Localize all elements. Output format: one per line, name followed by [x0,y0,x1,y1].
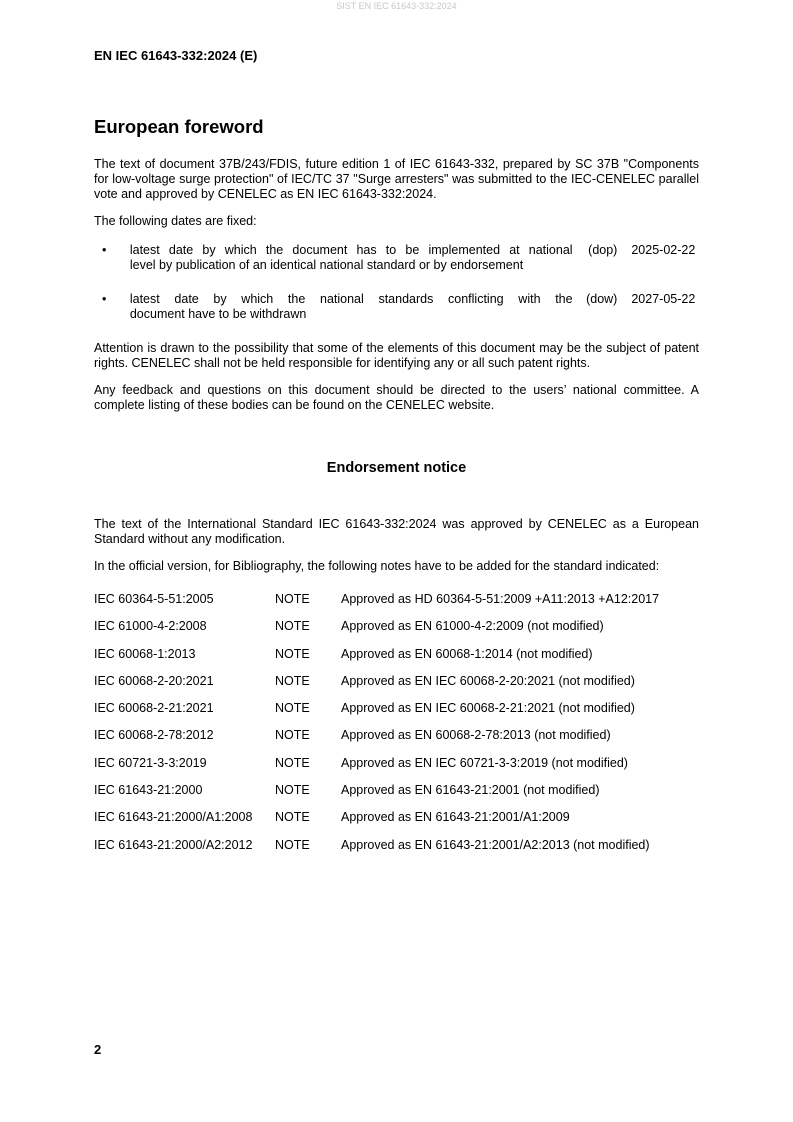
note-reference: IEC 61643-21:2000/A2:2012 [94,837,253,852]
note-row [94,756,699,783]
note-keyword: NOTE [275,755,310,770]
bullet-icon: • [102,243,107,257]
note-keyword: NOTE [275,783,310,798]
note-approval: Approved as EN 60068-1:2014 (not modified) [341,646,593,661]
date-code: (dow) [586,292,618,306]
note-approval: Approved as EN IEC 60721-3-3:2019 (not modified) [341,755,628,770]
date-value: 2027-05-22 [631,292,696,306]
note-row [94,783,699,810]
endorsement-title: Endorsement notice [326,460,467,476]
date-description [130,243,573,273]
page-body [94,115,699,865]
note-row [94,810,699,837]
date-description-line1: latest date by which the national standards conflicting with the [129,292,573,306]
note-reference: IEC 60068-2-78:2012 [94,728,214,743]
date-item-dow [94,292,699,322]
note-keyword: NOTE [275,701,310,716]
note-approval: Approved as EN 60068-2-78:2013 (not modified) [341,728,611,743]
note-reference: IEC 61000-4-2:2008 [94,619,207,634]
note-reference: IEC 60068-2-21:2021 [94,701,214,716]
note-row [94,674,699,701]
note-row [94,838,699,865]
foreword-intro: The text of document 37B/243/FDIS, future edition 1 of IEC 61643-332, prepared by SC 37B "Components for low-voltage surge protection" of IEC/TC 37 "Surge arresters" was submitted to the IEC-CENELEC parallel vote and approved by CENELEC as EN IEC 61643-332:2024. [94,157,699,201]
page-number: 2 [94,1042,102,1057]
date-description [130,292,573,322]
bullet-icon: • [102,292,107,306]
date-code: (dop) [588,243,618,257]
note-approval: Approved as EN IEC 60068-2-20:2021 (not modified) [341,673,635,688]
date-description-line2: level by publication of an identical national standard or by endorsement [129,258,524,272]
note-keyword: NOTE [275,728,310,743]
note-reference: IEC 60068-1:2013 [94,646,196,661]
note-keyword: NOTE [275,810,310,825]
note-reference: IEC 60068-2-20:2021 [94,673,214,688]
note-approval: Approved as EN 61643-21:2001 (not modified) [341,783,600,798]
note-approval: Approved as EN 61643-21:2001/A2:2013 (not modified) [341,837,650,852]
note-reference: IEC 61643-21:2000/A1:2008 [94,810,253,825]
note-approval: Approved as HD 60364-5-51:2009 +A11:2013 +A12:2017 [341,592,660,606]
document-header: EN IEC 61643-332:2024 (E) [94,48,258,63]
note-keyword: NOTE [275,592,310,606]
note-row [94,619,699,646]
dates-intro: The following dates are fixed: [94,214,257,228]
date-item-dop [94,243,699,273]
date-description-line1: latest date by which the document has to be implemented at national [129,243,573,257]
note-approval: Approved as EN 61643-21:2001/A1:2009 [341,810,570,825]
feedback-paragraph: Any feedback and questions on this document should be directed to the users’ national committee. A complete listing of these bodies can be found on the CENELEC website. [94,383,699,412]
note-row [94,728,699,755]
note-reference: IEC 60364-5-51:2005 [94,592,214,606]
note-row [94,647,699,674]
notes-intro: In the official version, for Bibliography, the following notes have to be added for the standard indicated: [94,559,660,573]
note-reference: IEC 61643-21:2000 [94,783,203,798]
notes-list [94,592,699,865]
note-reference: IEC 60721-3-3:2019 [94,755,207,770]
dates-list [94,243,699,322]
note-row [94,592,699,619]
note-keyword: NOTE [275,837,310,852]
note-row [94,701,699,728]
note-approval: Approved as EN 61000-4-2:2009 (not modified) [341,619,604,634]
foreword-title: European foreword [94,116,264,137]
note-approval: Approved as EN IEC 60068-2-21:2021 (not modified) [341,701,635,716]
patent-paragraph: Attention is drawn to the possibility that some of the elements of this document may be the subject of patent rights. CENELEC shall not be held responsible for identifying any or all such patent rights. [94,341,699,370]
watermark: SIST EN IEC 61643-332:2024 [336,1,457,11]
note-keyword: NOTE [275,673,310,688]
endorsement-text: The text of the International Standard IEC 61643-332:2024 was approved by CENELEC as a European Standard without any modification. [94,517,699,546]
note-keyword: NOTE [275,619,310,634]
date-value: 2025-02-22 [631,243,696,257]
note-keyword: NOTE [275,646,310,661]
date-description-line2: document have to be withdrawn [129,307,307,321]
